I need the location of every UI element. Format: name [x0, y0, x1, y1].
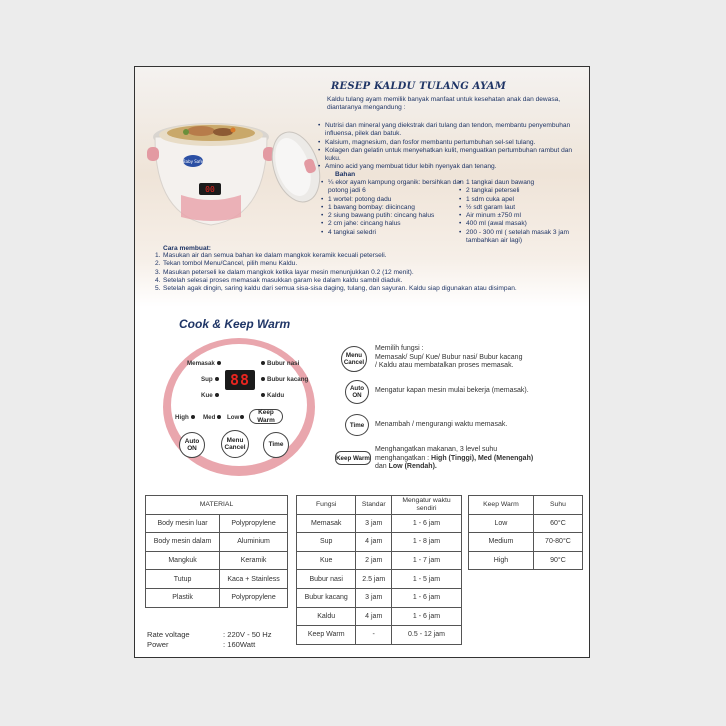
legend-keep-line-3a: dan — [375, 463, 389, 470]
ingredient-item: • 2 tangkai peterseli — [459, 187, 590, 195]
recipe-intro: Kaldu tulang ayam memilik banyak manfaat untuk kesehatan anak dan dewasa, diantaranya mengandung : — [327, 96, 561, 112]
table-row — [146, 588, 288, 607]
step-number: 1. — [155, 252, 161, 259]
label-kue: Kue — [201, 392, 213, 399]
slow-cooker-image — [141, 87, 321, 237]
ingredient-item: • 400 ml (awal masak) — [459, 220, 590, 228]
table-cell: 3 jam — [356, 588, 392, 607]
header-cell: Mengatur waktu sendiri — [392, 496, 462, 515]
spec-label: Power — [147, 640, 169, 649]
material-table — [145, 495, 288, 608]
specifications — [147, 630, 272, 650]
table-cell: Polypropylene — [220, 588, 288, 607]
legend-time-button: Time — [345, 414, 369, 436]
legend-menu-line-1: Memilih fungsi : — [375, 345, 424, 352]
legend-keep-warm-button: Keep Warm — [335, 451, 371, 465]
spec-label: Rate voltage — [147, 630, 190, 639]
table-cell: 1 - 6 jam — [392, 588, 462, 607]
table-row — [469, 533, 583, 552]
benefit-item: • Amino acid yang membuat tidur lebih nyenyak dan tenang. — [318, 163, 584, 171]
label-high: High — [175, 414, 189, 421]
table-cell: 1 - 7 jam — [392, 551, 462, 570]
label-kaldu: Kaldu — [267, 392, 285, 399]
table-cell: - — [356, 626, 392, 645]
indicator-kue — [215, 393, 219, 397]
table-row — [297, 588, 462, 607]
ingredient-item: • ¼ ekor ayam kampung organik: bersihkan dan potong jadi 6 — [321, 179, 465, 196]
ingredient-item: • 4 tangkai seledri — [321, 229, 465, 237]
spec-row-voltage — [147, 630, 272, 640]
table-cell: Body mesin luar — [146, 514, 220, 533]
label-memasak: Memasak — [187, 360, 215, 367]
table-row — [297, 626, 462, 645]
auto-on-button[interactable] — [179, 432, 205, 458]
table-cell: High — [469, 551, 534, 570]
table-cell: Bubur kacang — [297, 588, 356, 607]
indicator-kaldu — [261, 393, 265, 397]
table-cell: 1 - 8 jam — [392, 533, 462, 552]
table-row — [297, 551, 462, 570]
steps-list — [155, 252, 531, 293]
ingredient-item: • ½ sdt garam laut — [459, 204, 590, 212]
legend-menu-label-2: Cancel — [343, 359, 365, 366]
cooker-display-text: 00 — [205, 185, 215, 194]
step-item — [155, 285, 531, 293]
header-cell: Suhu — [533, 496, 582, 515]
table-row — [146, 551, 288, 570]
step-item — [155, 252, 531, 260]
steps-title: Cara membuat: — [163, 245, 212, 252]
table-cell: Memasak — [297, 514, 356, 533]
auto-on-label-2: ON — [187, 445, 197, 452]
table-header-row — [469, 496, 583, 515]
table-cell: 2 jam — [356, 551, 392, 570]
indicator-med — [217, 415, 221, 419]
menu-cancel-button[interactable] — [221, 430, 249, 458]
recipe-title: RESEP KALDU TULANG AYAM — [331, 81, 507, 92]
table-cell: 4 jam — [356, 607, 392, 626]
table-cell: 1 - 6 jam — [392, 607, 462, 626]
table-cell: Mangkuk — [146, 551, 220, 570]
menu-cancel-label-2: Cancel — [224, 444, 246, 451]
benefit-item: • Kolagen dan gelatin untuk menyehatkan kulit, menguatkan pertumbuhan rambut dan kuku. — [318, 147, 584, 164]
table-cell: 2.5 jam — [356, 570, 392, 589]
legend-menu-text — [375, 345, 585, 371]
control-panel — [161, 336, 317, 478]
step-text: Setelah agak dingin, saring kaldu dari semua sisa-sisa daging, tulang, dan sayuran. Kaldu siap digunakan atau disimpan. — [163, 285, 517, 293]
step-text: Masukan air dan semua bahan ke dalam mangkok keramik kecuali peterseli. — [163, 252, 387, 259]
table-cell: 4 jam — [356, 533, 392, 552]
table-cell: Bubur nasi — [297, 570, 356, 589]
ingredients-title: Bahan — [335, 171, 356, 178]
table-cell: Kaca + Stainless — [220, 570, 288, 589]
label-bubur-kacang: Bubur kacang — [267, 376, 309, 383]
legend-menu-label-1: Menu — [345, 352, 363, 359]
legend-auto-text: Mengatur kapan mesin mulai bekerja (memasak). — [375, 387, 529, 394]
indicator-bubur-kacang — [261, 377, 265, 381]
table-header-row — [146, 496, 288, 515]
table-cell: Sup — [297, 533, 356, 552]
spec-value: : 160Watt — [223, 640, 256, 649]
ingredient-item: • 1 tangkai daun bawang — [459, 179, 590, 187]
step-number: 2. — [155, 260, 161, 268]
benefits-list — [318, 122, 584, 172]
label-sup: Sup — [201, 376, 213, 383]
table-cell: 1 - 5 jam — [392, 570, 462, 589]
table-cell: 1 - 6 jam — [392, 514, 462, 533]
ingredient-item: • 1 sdm cuka apel — [459, 196, 590, 204]
legend-auto-label-2: ON — [352, 392, 362, 399]
step-number: 4. — [155, 276, 161, 284]
spec-row-power — [147, 640, 272, 650]
indicator-memasak — [217, 361, 221, 365]
cook-keep-warm-title: Cook & Keep Warm — [179, 317, 291, 331]
legend-keep-line-3b: Low (Rendah). — [388, 463, 437, 470]
brand-logo-text: Baby Safe — [182, 159, 204, 164]
table-row — [146, 570, 288, 589]
step-item — [155, 277, 531, 285]
benefit-item: • Nutrisi dan mineral yang diekstrak dari tulang dan tendon, membantu penyembuhan influensa, pilek dan batuk. — [318, 122, 584, 139]
ingredient-item: • Air minum ±750 ml — [459, 212, 590, 220]
keep-warm-table — [468, 495, 583, 570]
table-header-row — [297, 496, 462, 515]
table-row — [297, 533, 462, 552]
table-cell: Kue — [297, 551, 356, 570]
table-row — [469, 551, 583, 570]
material-header: MATERIAL — [146, 496, 288, 515]
legend-time-text: Menambah / mengurangi waktu memasak. — [375, 421, 508, 428]
table-row — [297, 607, 462, 626]
table-cell: 0.5 - 12 jam — [392, 626, 462, 645]
keep-warm-button[interactable]: Keep Warm — [249, 409, 283, 424]
legend-keep-line-3 — [375, 463, 589, 472]
header-cell: Keep Warm — [469, 496, 534, 515]
step-text: Tekan tombol Menu/Cancel, pilih menu Kaldu. — [163, 260, 298, 268]
table-cell: Body mesin dalam — [146, 533, 220, 552]
table-cell: Plastik — [146, 588, 220, 607]
table-cell: 90°C — [533, 551, 582, 570]
header-cell: Standar — [356, 496, 392, 515]
legend-keep-line-2a: menghangatkan : — [375, 454, 432, 462]
label-low: Low — [227, 414, 240, 421]
header-cell: Fungsi — [297, 496, 356, 515]
auto-on-label-1: Auto — [184, 437, 200, 445]
table-cell: Tutup — [146, 570, 220, 589]
table-row — [297, 514, 462, 533]
step-text: Setelah selesai proses memasak masukkan garam ke dalam kaldu sambil diaduk. — [163, 276, 403, 284]
table-row — [297, 570, 462, 589]
ingredient-item: • 1 wortel: potong dadu — [321, 196, 465, 204]
indicator-bubur-nasi — [261, 361, 265, 365]
legend-menu-cancel-button — [341, 346, 367, 372]
ingredient-item: • 200 - 300 ml ( setelah masak 3 jam tambahkan air lagi) — [459, 229, 590, 246]
benefit-item: • Kalsium, magnesium, dan fosfor membantu pertumbuhan sel-sel tulang. — [318, 139, 584, 147]
legend-menu-line-2: Memasak/ Sup/ Kue/ Bubur nasi/ Bubur kacang — [375, 353, 523, 361]
legend-keep-line-2b: High (Tinggi), Med (Menengah) — [431, 454, 534, 462]
label-bubur-nasi: Bubur nasi — [267, 360, 300, 367]
panel-display: 88 — [225, 370, 255, 390]
legend-auto-label-1: Auto — [349, 385, 365, 392]
table-row — [146, 533, 288, 552]
table-cell: 70-80°C — [533, 533, 582, 552]
indicator-sup — [215, 377, 219, 381]
time-button[interactable]: Time — [263, 432, 289, 458]
legend-auto-on-button — [345, 380, 369, 404]
table-cell: Keramik — [220, 551, 288, 570]
legend-keep-warm-text — [375, 446, 589, 472]
ingredient-item: • 1 bawang bombay: diicincang — [321, 204, 465, 212]
table-cell: Kaldu — [297, 607, 356, 626]
table-cell: Low — [469, 514, 534, 533]
indicator-high — [191, 415, 195, 419]
step-item — [155, 260, 531, 268]
table-row — [469, 514, 583, 533]
ingredients-list-left — [321, 179, 465, 237]
legend-menu-line-3: / Kaldu atau membatalkan proses memasak. — [375, 362, 514, 369]
step-text: Masukan peterseli ke dalam mangkok ketika layar mesin menunjukkan 0.2 (12 menit). — [163, 268, 414, 276]
spec-value: : 220V - 50 Hz — [223, 630, 272, 639]
table-row — [146, 514, 288, 533]
function-table — [296, 495, 462, 645]
indicator-low — [240, 415, 244, 419]
label-med: Med — [203, 414, 216, 421]
ingredient-item: • 2 cm jahe: cincang halus — [321, 220, 465, 228]
table-cell: Polypropylene — [220, 514, 288, 533]
table-cell: 60°C — [533, 514, 582, 533]
legend-keep-line-2 — [375, 455, 589, 464]
product-sheet — [134, 66, 590, 658]
table-cell: 3 jam — [356, 514, 392, 533]
legend-keep-line-1: Menghangatkan makanan, 3 level suhu — [375, 446, 498, 453]
step-number: 5. — [155, 285, 161, 293]
table-cell: Keep Warm — [297, 626, 356, 645]
ingredient-item: • 2 siung bawang putih: cincang halus — [321, 212, 465, 220]
ingredients-list-right — [459, 179, 590, 245]
step-item — [155, 269, 531, 277]
step-number: 3. — [155, 268, 161, 276]
menu-cancel-label-1: Menu — [226, 436, 244, 444]
table-cell: Aluminium — [220, 533, 288, 552]
table-cell: Medium — [469, 533, 534, 552]
